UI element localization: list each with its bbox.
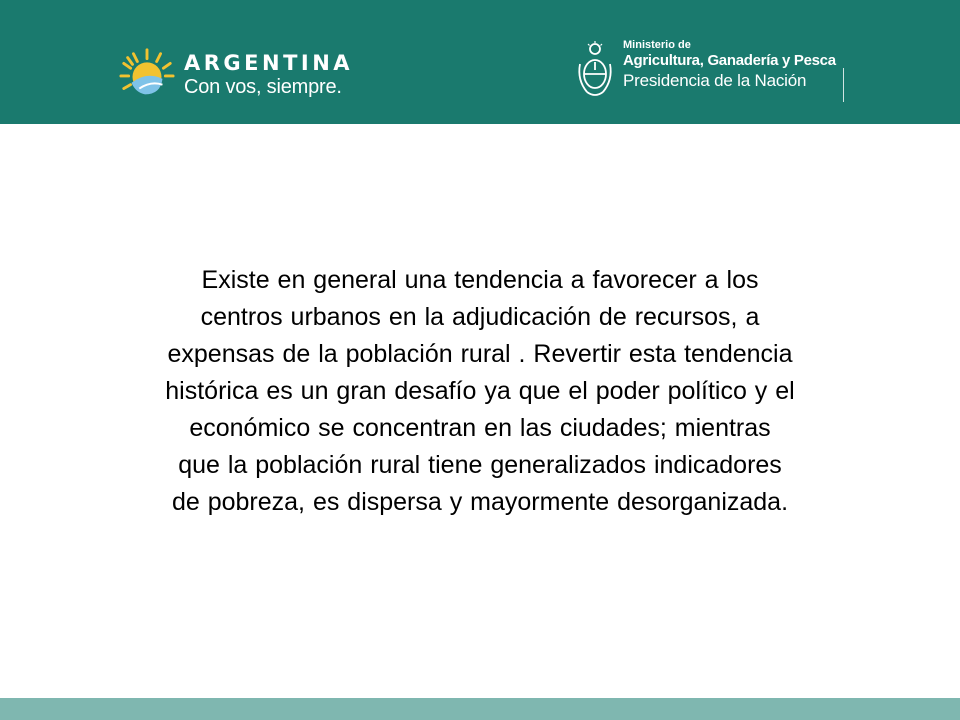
body-line: Existe en general una tendencia a favorecer a los [201,266,759,294]
ministry-line-3: Presidencia de la Nación [623,71,807,90]
argentina-brand [118,40,353,110]
footer-bar [0,698,960,720]
ministry-name [623,38,844,92]
brand-slogan: Con vos, siempre. [184,76,342,98]
ministry-line-1: Ministerio de [623,39,691,51]
header-bar [0,0,960,124]
body-line: expensas de la población rural . Revertir esta tendencia [167,340,793,368]
ministry-line-2: Agricultura, Ganadería y Pesca [623,52,836,69]
body-line: centros urbanos en la adjudicación de recursos, a [200,303,760,331]
body-line: económico se concentran en las ciudades; mientras [189,414,771,442]
slide-body-text [70,262,890,521]
coat-of-arms-icon [575,40,615,104]
body-line: que la población rural tiene generalizados indicadores [178,451,782,479]
body-line: de pobreza, es dispersa y mayormente desorganizada. [171,488,789,516]
ministry-divider [843,68,844,102]
body-line: histórica es un gran desafío ya que el poder político y el [165,377,795,405]
sun-icon [118,46,176,104]
brand-title: ARGENTINA [184,51,354,75]
ministry-brand [575,38,844,108]
